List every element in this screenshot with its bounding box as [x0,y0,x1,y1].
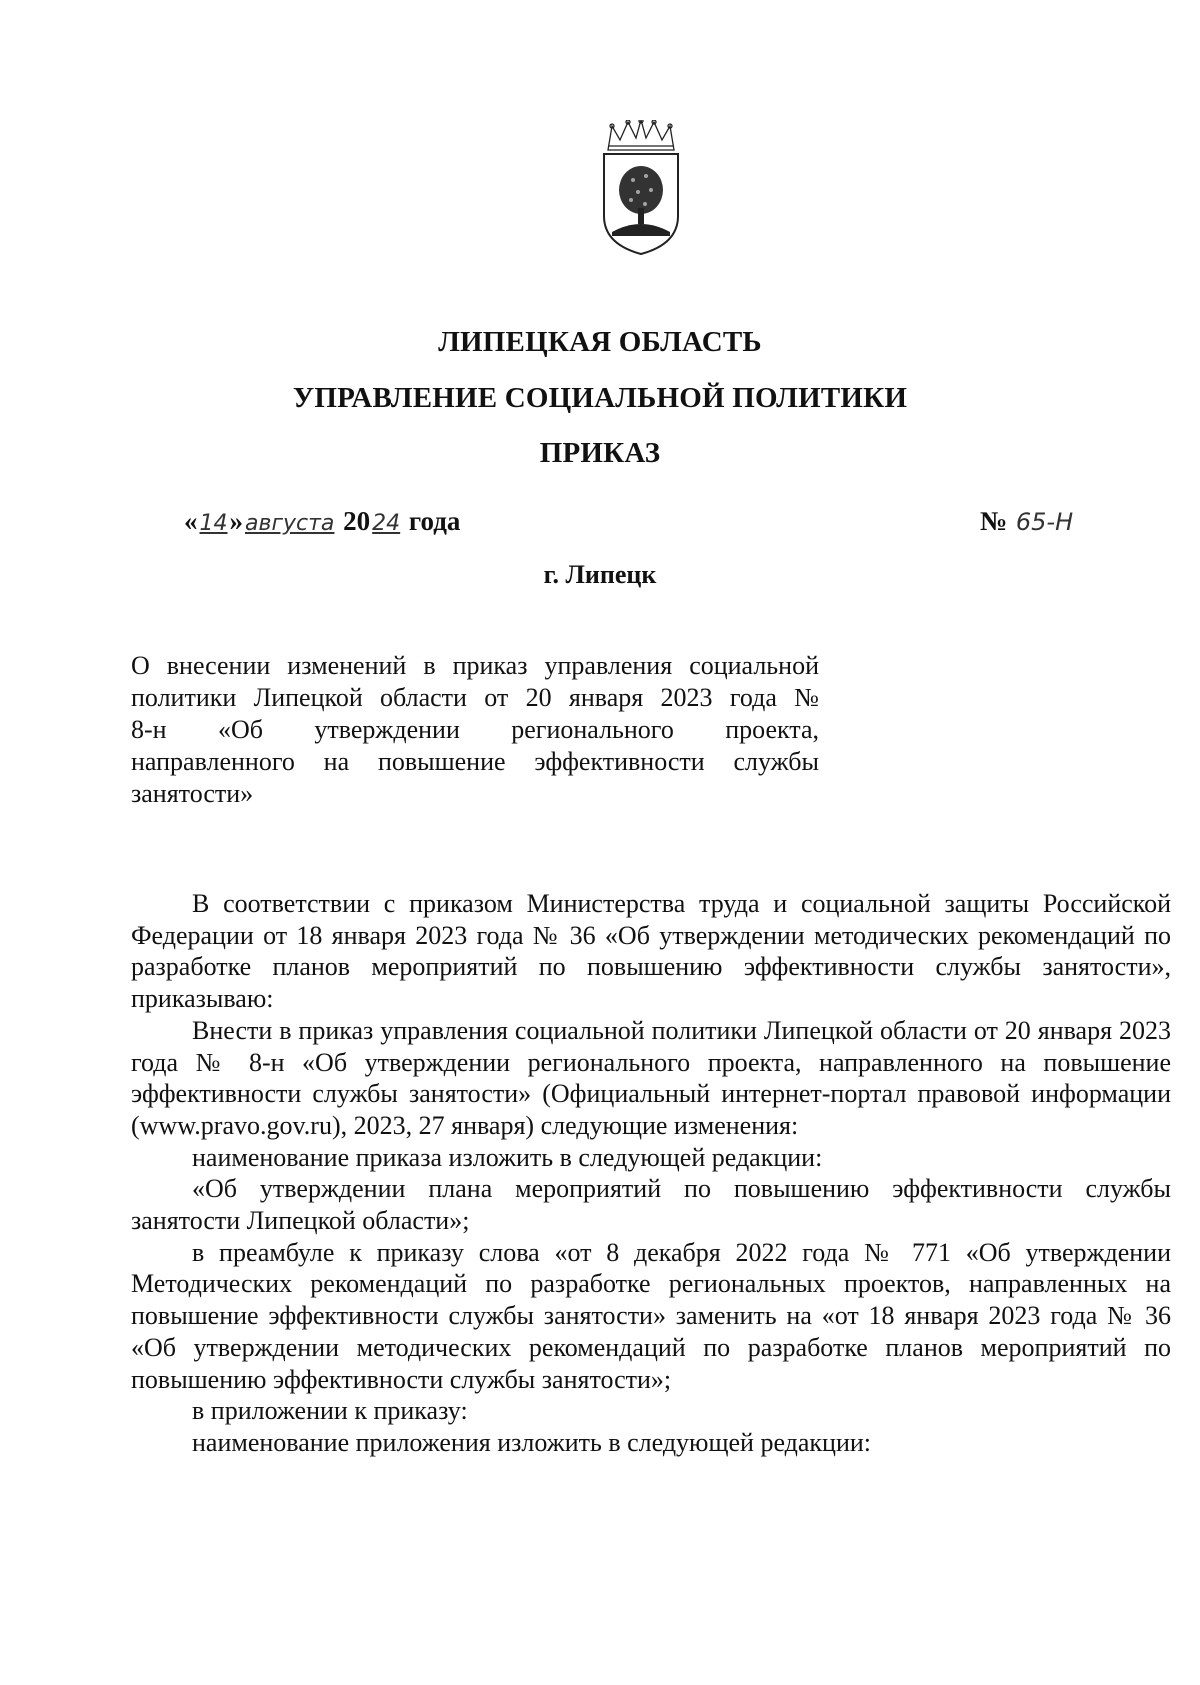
body-paragraph: «Об утверждении плана мероприятий по повышению эффективности службы занятости Липецкой области»; [131,1174,1171,1236]
date-open-quote: « [184,506,198,536]
order-subject [131,650,819,810]
city-line: г. Липецк [543,560,657,589]
body-paragraph: в приложении к приказу: [192,1396,468,1426]
subject-line: направленного на повышение эффективности службы [131,747,819,776]
body-paragraph: наименование приложения изложить в следующей редакции: [192,1427,872,1457]
date-close-quote: » [229,506,243,536]
subject-line: занятости» [131,779,254,808]
date-month: августа [245,511,335,536]
subject-line: 8-н «Об утверждении регионального проекта, [131,715,819,744]
document-type-title: ПРИКАЗ [539,437,661,469]
number-value: 65-Н [1015,508,1074,536]
date-year-prefix: 20 [343,506,371,536]
order-date [184,506,460,537]
order-number [980,506,1075,537]
date-year-word: года [408,506,461,536]
region-title: ЛИПЕЦКАЯ ОБЛАСТЬ [438,326,762,358]
body-paragraph: В соответствии с приказом Министерства труда и социальной защиты Российской Федерации от 18 января 2023 года № 36 «Об утверждении методических рекомендаций по разработке планов мероприятий по повышению эффективности службы занятости», приказываю: [131,889,1171,1014]
body-paragraph: Внести в приказ управления социальной политики Липецкой области от 20 января 2023 года № 8-н «Об утверждении регионального проекта, направленного на повышение эффективности службы занятости» (Официальный интернет-портал правовой информации (www.pravo.gov.ru), 2023, 27 января) следующие изменения: [131,1015,1171,1140]
subject-line: О внесении изменений в приказ управления социальной [131,651,819,680]
order-body [131,888,1171,1459]
date-day: 14 [199,511,228,536]
date-year-suffix: 24 [372,511,401,536]
body-paragraph: наименование приказа изложить в следующей редакции: [192,1142,823,1172]
number-sign: № [980,506,1008,536]
coat-of-arms-icon [598,120,684,256]
subject-line: политики Липецкой области от 20 января 2023 года № [131,683,819,712]
agency-title: УПРАВЛЕНИЕ СОЦИАЛЬНОЙ ПОЛИТИКИ [292,382,908,414]
body-paragraph: в преамбуле к приказу слова «от 8 декабря 2022 года № 771 «Об утверждении Методических рекомендаций по разработке региональных проектов, направленных на повышение эффективности службы занятости» заменить на «от 18 января 2023 года № 36 «Об утверждении методических рекомендаций по разработке планов мероприятий по повышению эффективности службы занятости»; [131,1237,1171,1394]
